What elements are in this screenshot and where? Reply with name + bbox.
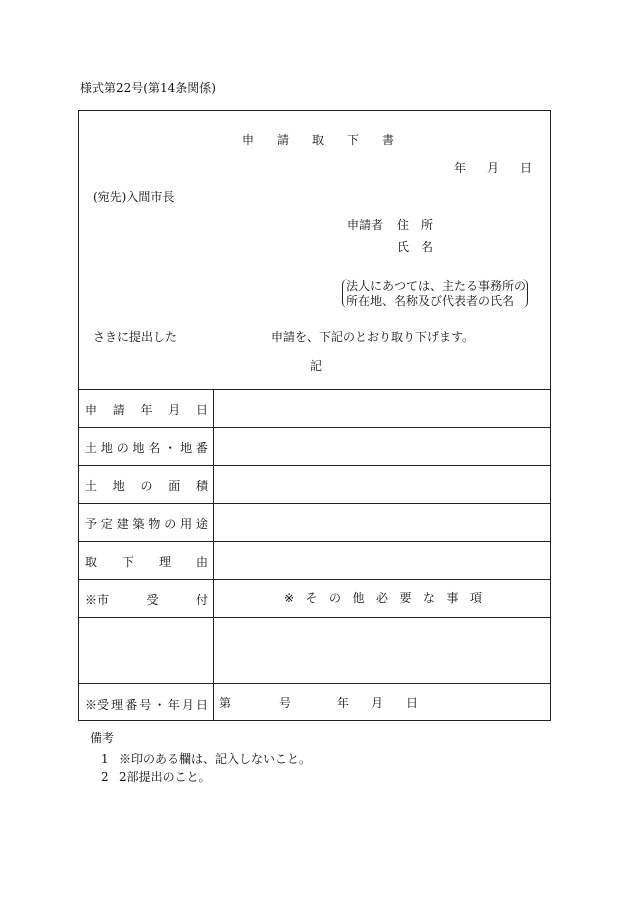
label-char: 土 [85,479,98,493]
label-char: 受 [146,593,159,607]
label-char: 由 [195,555,208,569]
label-char: の [164,517,177,531]
label-char: 日 [195,403,208,417]
label-char: 付 [195,593,208,607]
row-divider [79,389,550,390]
row-divider [79,541,550,542]
label-char: 地 [112,479,125,493]
addressee: (宛先)入間市長 [93,190,175,204]
label-char: ・ [164,441,177,455]
column-divider [213,389,214,721]
date-day: 日 [519,161,532,175]
label-char: 月 [181,698,194,712]
date-year: 年 [454,161,467,175]
label-char: 月 [168,403,181,417]
label-char: 申 [85,403,98,417]
label-char: 他 [352,591,365,605]
row-divider [79,465,550,466]
label-char: 年 [167,698,180,712]
label-application-date [85,401,208,418]
name-label: 氏 名 [397,240,434,254]
date-month: 月 [486,161,499,175]
label-char: 地 [132,441,145,455]
label-char: の [116,441,129,455]
note-number: 1 [101,752,109,766]
label-char: な [422,591,435,605]
receipt-dai: 第 [219,696,232,710]
label-char: 名 [148,441,161,455]
note-text: 2部提出のこと。 [119,770,211,784]
label-char: 日 [195,698,208,712]
label-char: 事 [446,591,459,605]
label-char: 請 [112,403,125,417]
receipt-gou: 号 [279,696,292,710]
title-char: 申 [242,133,255,147]
note-text: ※印のある欄は、記入しないこと。 [119,752,312,766]
row-divider [79,617,550,618]
label-char: の [329,591,342,605]
receipt-day: 日 [406,696,419,710]
label-char: 項 [469,591,482,605]
title-char: 請 [276,133,289,147]
row-divider [79,579,550,580]
label-char: ※ [284,591,295,605]
label-char: ※受 [85,698,110,712]
label-char: 土 [85,441,98,455]
label-char: 年 [140,403,153,417]
label-building-use [85,515,208,532]
label-char: 定 [100,517,113,531]
form-title [242,133,394,147]
receipt-month: 月 [371,696,384,710]
note-number: 2 [101,770,109,784]
label-char: 必 [375,591,388,605]
form-number: 様式第22号(第14条関係) [80,81,216,95]
row-divider [79,503,550,504]
receipt-year: 年 [337,696,350,710]
label-char: ・ [153,698,166,712]
label-withdrawal-reason [85,553,208,570]
corporate-note-line2: 所在地、名称及び代表者の氏名 [346,294,515,308]
label-char: 要 [399,591,412,605]
label-char: 物 [148,517,161,531]
label-char: 予 [85,517,98,531]
label-char: の [140,479,153,493]
label-char: 番 [195,441,208,455]
label-city-receipt [85,591,208,608]
label-char: 番 [125,698,138,712]
notes-heading: 備考 [90,731,115,745]
label-char: 理 [158,555,171,569]
label-char: 用 [180,517,193,531]
label-char: 下 [121,555,134,569]
label-char: 築 [132,517,145,531]
label-char: 地 [100,441,113,455]
label-char: 地 [180,441,193,455]
statement-prefix: さきに提出した [93,330,178,344]
address-label: 住 所 [397,218,434,232]
label-char: 建 [116,517,129,531]
row-divider [79,427,550,428]
title-char: 下 [346,133,359,147]
label-char: 号 [139,698,152,712]
label-char: 途 [195,517,208,531]
form-date [454,161,532,175]
application-withdrawal-form [78,110,551,721]
ki-mark: 記 [310,359,323,373]
label-char: ※市 [85,593,110,607]
label-receipt-number [85,696,208,713]
label-char: 積 [195,479,208,493]
label-char: 取 [85,555,98,569]
label-char: 理 [111,698,124,712]
title-char: 取 [311,133,324,147]
label-other-items [284,591,482,605]
label-land-location [85,439,208,456]
statement-suffix: 申請を、下記のとおり取り下げます。 [271,330,475,344]
label-char: そ [305,591,318,605]
label-char: 面 [168,479,181,493]
applicant-label: 申請者 [347,218,384,232]
title-char: 書 [381,133,394,147]
row-divider [79,683,550,684]
corporate-note-line1: 法人にあつては、主たる事務所の [346,279,527,293]
label-land-area [85,477,208,494]
